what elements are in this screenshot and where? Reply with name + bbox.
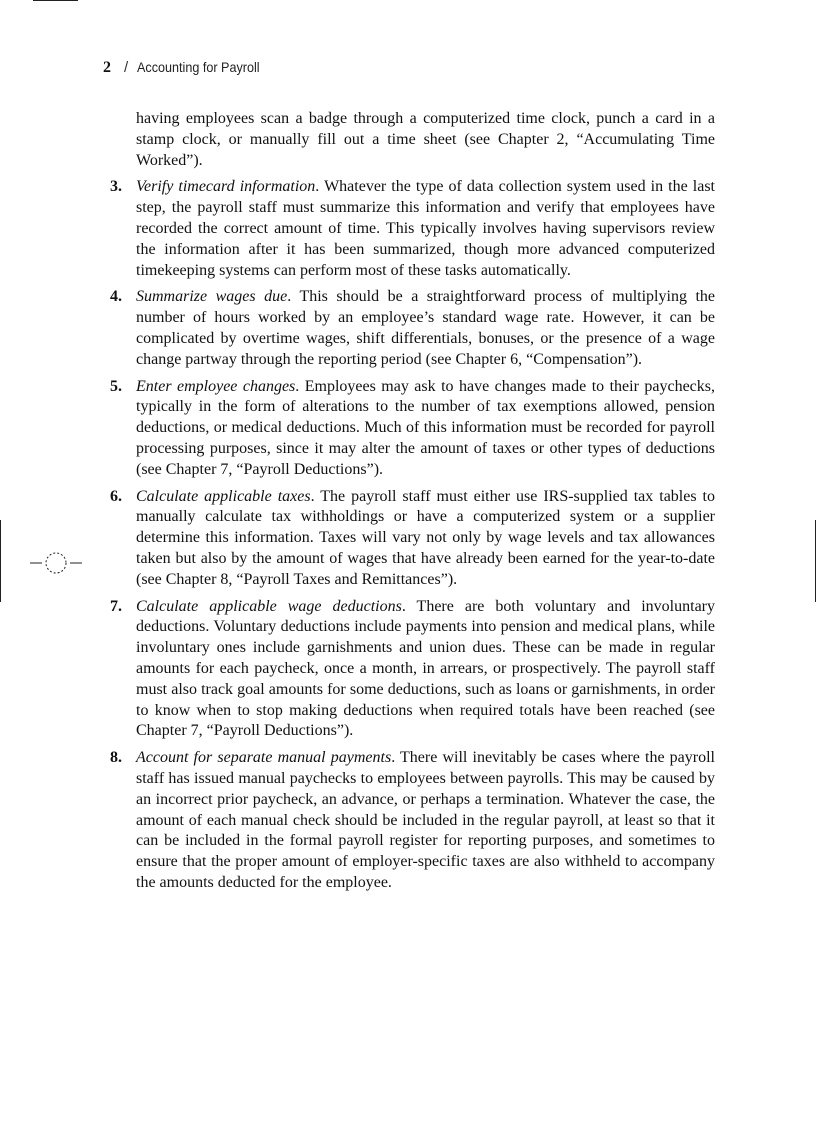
step-text: . There will inevitably be cases where the payroll staff has issued manual paychecks to employees between payrolls. This may be caused by an incorrect prior paycheck, an advance, or perhaps a termination. Whatever the case, the amount of each manual check should be included in the regular payroll, at least so that it can be included in the formal payroll register for reporting purposes, and sometimes to ensure that the proper amount of employer-specific taxes are also withheld to accompany the amounts deducted for the employee. — [136, 749, 716, 891]
step-text: . There are both voluntary and involuntary deductions. Voluntary deductions include payments into pension and medical plans, while involuntary ones include garnishments and union dues. These can be made in regular amounts for each paycheck, once a month, in arrears, or prospectively. The payroll staff must also track goal amounts for some deductions, such as loans or garnishments, in order to know when to stop making deductions when required totals have been reached (see Chapter 7, “Payroll Deductions”). — [136, 597, 716, 740]
page-number: 2 — [103, 59, 111, 76]
list-item-step-4 — [105, 287, 715, 370]
step-text: . Employees may ask to have changes made to their paychecks, typically in the form of alterations to the number of tax exemptions allowed, pension deductions, or medical deductions. Much of this information must be recorded for payroll processing purposes, since it may alter the amount of taxes or other types of deductions (see Chapter 7, “Payroll Deductions”). — [136, 377, 715, 478]
step-number: 6. — [110, 487, 122, 505]
crop-mark-left — [0, 520, 1, 602]
crop-mark-top — [33, 0, 78, 1]
list-item-step-3 — [105, 177, 715, 281]
registration-mark-icon — [30, 552, 82, 574]
step-title: Account for separate manual payments — [136, 749, 392, 767]
payroll-steps-list — [105, 177, 715, 893]
step-title: Enter employee changes — [136, 377, 296, 395]
step-title: Verify timecard information — [136, 178, 316, 196]
step-number: 5. — [110, 377, 122, 395]
step-title: Calculate applicable wage deductions — [136, 597, 402, 615]
intro-paragraph: having employees scan a badge through a computerized time clock, punch a card in a stamp clock, or manually fill out a time sheet (see Chapter 2, “Accumulating Time Worked”). — [136, 110, 715, 169]
step-number: 3. — [110, 178, 122, 196]
header-separator: / — [124, 59, 129, 76]
step-title: Summarize wages due — [136, 288, 288, 306]
list-item-step-8 — [105, 748, 715, 894]
list-item-step-7 — [105, 597, 715, 743]
book-title: Accounting for Payroll — [137, 59, 260, 75]
step-number: 4. — [110, 288, 122, 306]
running-head — [103, 59, 273, 81]
step-title: Calculate applicable taxes — [136, 487, 311, 505]
step-number: 8. — [110, 749, 122, 767]
step-text: . The payroll staff must either use IRS-supplied tax tables to manually calculate tax withholdings or have a computerized system or a supplier determine this information. Taxes will vary not only by wage levels and tax allowances taken but also by the amount of wages that have already been earned for the year-to-date (see Chapter 8, “Payroll Taxes and Remittances”). — [136, 487, 716, 588]
step-text: . This should be a straightforward process of multiplying the number of hours worked by an employee’s standard wage rate. However, it can be complicated by overtime wages, shift differentials, bonuses, or the presence of a wage change partway through the reporting period (see Chapter 6, “Compensation”). — [136, 288, 715, 368]
step-text: . Whatever the type of data collection system used in the last step, the payroll staff must summarize this information and verify that employees have recorded the correct amount of time. This typically involves having supervisors review the information after it has been summarized, though more advanced computerized timekeeping systems can perform most of these tasks automatically. — [136, 178, 716, 279]
step-number: 7. — [110, 597, 122, 615]
page-body — [105, 109, 715, 900]
list-item-step-5 — [105, 377, 715, 481]
list-item-step-6 — [105, 487, 715, 591]
